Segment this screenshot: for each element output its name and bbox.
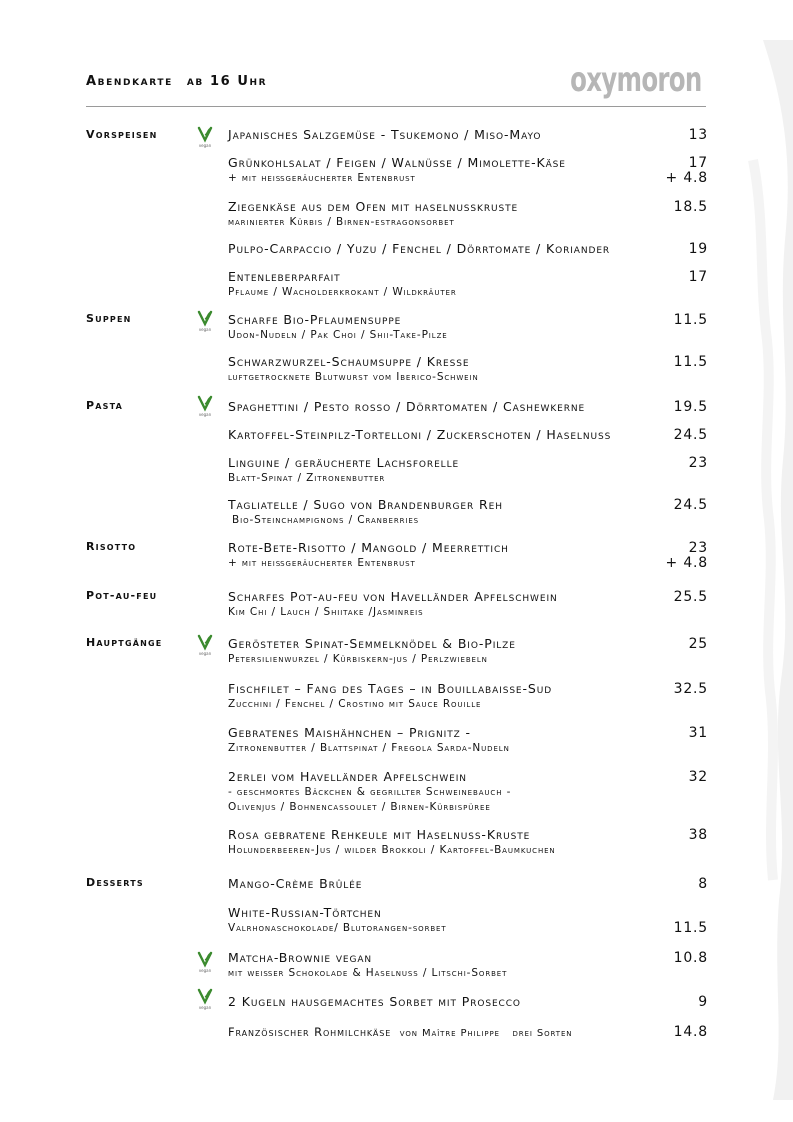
item-price: 11.5 bbox=[673, 312, 708, 328]
menu-item bbox=[228, 354, 710, 385]
item-detail: Holunderbeeren-Jus / wilder Brokkoli / Kartoffel-Baumkuchen bbox=[228, 844, 556, 856]
item-name: Fischfilet – Fang des Tages – in Bouillabaisse-Sud bbox=[228, 681, 553, 696]
item-price: 11.5 bbox=[673, 354, 708, 370]
menu-item bbox=[228, 636, 710, 667]
svg-text:vegan: vegan bbox=[198, 143, 212, 148]
svg-text:vegan: vegan bbox=[198, 968, 212, 973]
item-detail: Valrhonaschokolade/ Blutorangen-sorbet bbox=[228, 922, 447, 934]
item-name: Gerösteter Spinat-Semmelknödel & Bio-Pilze bbox=[228, 636, 516, 651]
menu-item bbox=[228, 312, 710, 343]
item-price: 25 bbox=[688, 636, 708, 652]
item-name: 2erlei vom Havelländer Apfelschwein bbox=[228, 769, 467, 784]
section-risotto: Risotto bbox=[86, 540, 137, 553]
vegan-icon bbox=[196, 310, 214, 332]
item-price: 31 bbox=[688, 725, 708, 741]
section-suppen: Suppen bbox=[86, 312, 132, 325]
item-price: 23 bbox=[688, 540, 708, 556]
menu-item bbox=[228, 905, 710, 936]
item-price: 8 bbox=[698, 876, 708, 892]
svg-text:vegan: vegan bbox=[198, 651, 212, 656]
item-price: 38 bbox=[688, 827, 708, 843]
menu-item bbox=[228, 827, 710, 858]
menu-item bbox=[228, 1024, 710, 1042]
menu-item bbox=[228, 427, 710, 443]
item-detail: Bio-Steinchampignons / Cranberries bbox=[232, 514, 419, 526]
item-price: 17 bbox=[688, 269, 708, 285]
section-hauptgaenge: Hauptgänge bbox=[86, 636, 163, 649]
vegan-icon bbox=[196, 395, 214, 417]
item-name: Mango-Crème Brûlée bbox=[228, 876, 363, 891]
item-name: Gebratenes Maishähnchen – Prignitz - bbox=[228, 725, 471, 740]
menu-header bbox=[86, 60, 706, 107]
menu-item bbox=[228, 455, 710, 486]
menu-item bbox=[228, 994, 710, 1010]
item-detail: Udon-Nudeln / Pak Choi / Shii-Take-Pilze bbox=[228, 329, 448, 341]
item-name: Französischer Rohmilchkäse bbox=[228, 1025, 392, 1039]
item-name: Schwarzwurzel-Schaumsuppe / Kresse bbox=[228, 354, 470, 369]
menu-item bbox=[228, 681, 710, 712]
item-name: Scharfes Pot-au-feu von Havelländer Apfelschwein bbox=[228, 589, 558, 604]
title-time: ab 16 Uhr bbox=[186, 74, 268, 89]
item-detail: Zitronenbutter / Blattspinat / Fregola Sarda-Nudeln bbox=[228, 742, 510, 754]
item-detail: mit weißer Schokolade & Haselnuss / Litschi-Sorbet bbox=[228, 967, 508, 979]
menu-item bbox=[228, 399, 710, 415]
item-detail: Blatt-Spinat / Zitronenbutter bbox=[228, 472, 386, 484]
item-price: 10.8 bbox=[673, 950, 708, 966]
item-name: White-Russian-Törtchen bbox=[228, 905, 382, 920]
menu-item bbox=[228, 199, 710, 230]
item-name: Rosa gebratene Rehkeule mit Haselnuss-Kruste bbox=[228, 827, 531, 842]
decorative-brush-stroke bbox=[723, 40, 793, 1100]
menu-item bbox=[228, 241, 710, 257]
item-name: Rote-Bete-Risotto / Mangold / Meerrettich bbox=[228, 540, 509, 555]
menu-item bbox=[228, 540, 710, 571]
item-detail: marinierter Kürbis / Birnen-estragonsorbet bbox=[228, 216, 455, 228]
menu-item bbox=[228, 497, 710, 528]
menu-item bbox=[228, 950, 710, 981]
item-price: 19.5 bbox=[673, 399, 708, 415]
item-detail: - geschmortes Bäckchen & gegrillter Schweinebauch - bbox=[228, 786, 512, 798]
item-price: 25.5 bbox=[673, 589, 708, 605]
item-price: 32.5 bbox=[673, 681, 708, 697]
vegan-icon bbox=[196, 988, 214, 1010]
menu-item bbox=[228, 155, 710, 186]
menu-item bbox=[228, 769, 710, 815]
item-name: Grünkohlsalat / Feigen / Walnüsse / Mimolette-Käse bbox=[228, 155, 566, 170]
item-detail: Zucchini / Fenchel / Crostino mit Sauce Rouille bbox=[228, 698, 482, 710]
item-name: Scharfe Bio-Pflaumensuppe bbox=[228, 312, 402, 327]
item-name: Spaghettini / Pesto rosso / Dörrtomaten / Cashewkerne bbox=[228, 399, 586, 414]
item-name: Pulpo-Carpaccio / Yuzu / Fenchel / Dörrtomate / Koriander bbox=[228, 241, 611, 256]
item-detail: Pflaume / Wacholderkrokant / Wildkräuter bbox=[228, 286, 457, 298]
item-detail: Kim Chi / Lauch / Shiitake /Jasminreis bbox=[228, 606, 424, 618]
section-potaufeu: Pot-au-feu bbox=[86, 589, 158, 602]
item-price: 32 bbox=[688, 769, 708, 785]
item-name: Ziegenkäse aus dem Ofen mit haselnusskruste bbox=[228, 199, 519, 214]
section-desserts: Desserts bbox=[86, 876, 144, 889]
section-vorspeisen: Vorspeisen bbox=[86, 128, 158, 141]
item-detail: + mit heißgeräucherter Entenbrust bbox=[228, 557, 416, 569]
menu-item bbox=[228, 876, 710, 892]
menu-item bbox=[228, 589, 710, 620]
item-price: 13 bbox=[688, 127, 708, 143]
item-price: 24.5 bbox=[673, 497, 708, 513]
item-price: 23 bbox=[688, 455, 708, 471]
item-name: Matcha-Brownie vegan bbox=[228, 950, 373, 965]
item-detail: von Maître Philippe bbox=[399, 1028, 500, 1039]
item-price: 14.8 bbox=[673, 1024, 708, 1040]
item-name: Kartoffel-Steinpilz-Tortelloni / Zuckerschoten / Haselnuss bbox=[228, 427, 612, 442]
page-title bbox=[86, 74, 267, 89]
menu-item bbox=[228, 127, 710, 143]
item-price: 17 bbox=[688, 155, 708, 171]
item-extra-price: + 4.8 bbox=[665, 555, 708, 571]
item-detail: Petersilienwurzel / Kürbiskern-jus / Perlzwiebeln bbox=[228, 653, 488, 665]
item-name: Japanisches Salzgemüse - Tsukemono / Miso-Mayo bbox=[228, 127, 542, 142]
item-price: 19 bbox=[688, 241, 708, 257]
menu-item bbox=[228, 269, 710, 300]
item-extra-price: + 4.8 bbox=[665, 170, 708, 186]
item-price: 9 bbox=[698, 994, 708, 1010]
item-price: 11.5 bbox=[673, 920, 708, 936]
section-pasta: Pasta bbox=[86, 399, 124, 412]
item-name: Entenleberparfait bbox=[228, 269, 341, 284]
menu-item bbox=[228, 725, 710, 756]
item-detail: drei Sorten bbox=[512, 1028, 573, 1039]
vegan-icon bbox=[196, 634, 214, 656]
item-detail: + mit heißgeräucherter Entenbrust bbox=[228, 172, 416, 184]
item-detail: Olivenjus / Bohnencassoulet / Birnen-Kürbispüree bbox=[228, 801, 491, 813]
svg-text:vegan: vegan bbox=[198, 1005, 212, 1010]
item-detail: luftgetrocknete Blutwurst vom Iberico-Schwein bbox=[228, 371, 479, 383]
svg-text:vegan: vegan bbox=[198, 327, 212, 332]
brand-logo: oxymoron bbox=[570, 60, 702, 100]
item-name: Tagliatelle / Sugo von Brandenburger Reh bbox=[228, 497, 503, 512]
vegan-icon bbox=[196, 126, 214, 148]
svg-text:vegan: vegan bbox=[198, 412, 212, 417]
item-price: 18.5 bbox=[673, 199, 708, 215]
item-name: 2 Kugeln hausgemachtes Sorbet mit Prosecco bbox=[228, 994, 521, 1009]
item-name: Linguine / geräucherte Lachsforelle bbox=[228, 455, 460, 470]
title-text: Abendkarte bbox=[86, 74, 173, 89]
vegan-icon bbox=[196, 951, 214, 973]
item-price: 24.5 bbox=[673, 427, 708, 443]
